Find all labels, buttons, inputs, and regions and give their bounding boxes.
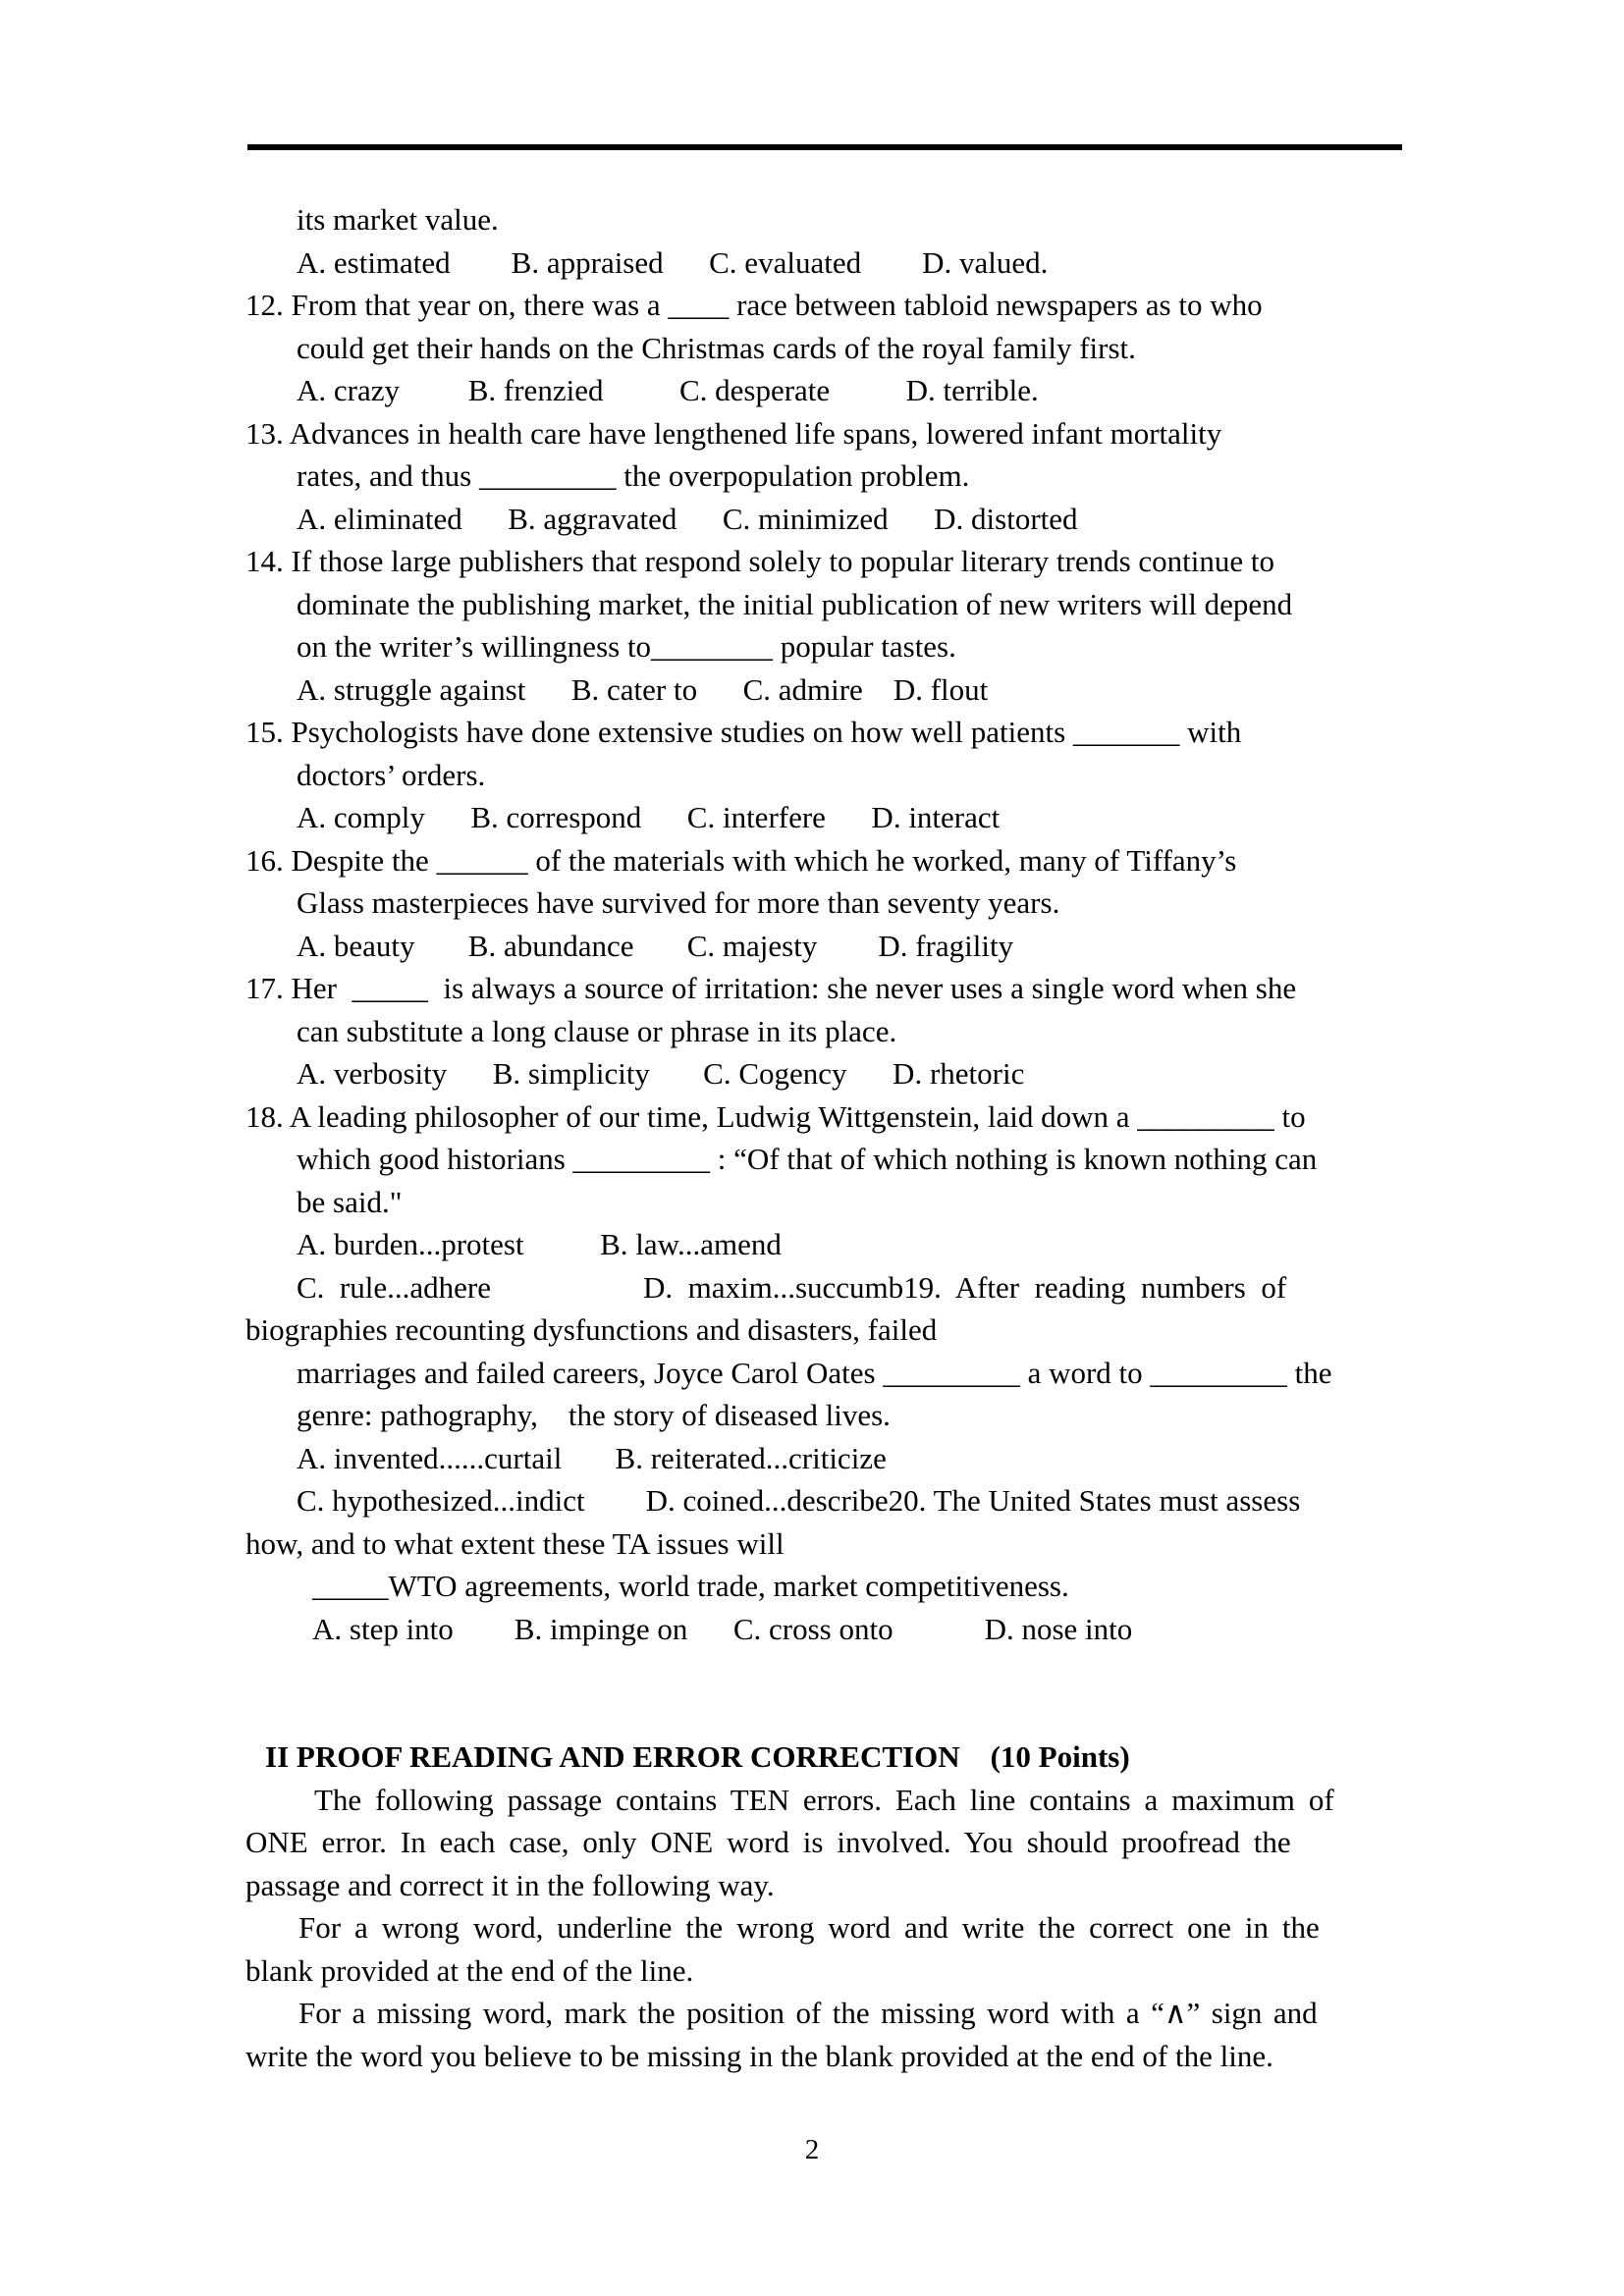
text-line: how, and to what extent these TA issues will <box>245 1525 785 1561</box>
text-line: doctors’ orders. <box>297 757 486 792</box>
text-line: genre: pathography, the story of diseased lives. <box>297 1398 891 1432</box>
text-line: write the word you believe to be missing in the blank provided at the end of the line. <box>245 2038 1273 2073</box>
text-line: its market value. <box>297 202 499 237</box>
text-line: dominate the publishing market, the initial publication of new writers will depend <box>297 586 1293 621</box>
text-line: A. verbosity B. simplicity C. Cogency D. rhetoric <box>297 1056 1025 1091</box>
text-line: could get their hands on the Christmas cards of the royal family first. <box>297 330 1136 365</box>
text-line: rates, and thus _________ the overpopulation problem. <box>297 458 970 493</box>
text-line: A. beauty B. abundance C. majesty D. fragility <box>297 928 1014 963</box>
text-line: The following passage contains TEN errors. Each line contains a maximum of <box>314 1782 1334 1817</box>
header-rule <box>247 144 1402 150</box>
text-line: 15. Psychologists have done extensive studies on how well patients _______ with <box>245 715 1242 749</box>
text-line: which good historians _________ : “Of that of which nothing is known nothing can <box>297 1142 1318 1176</box>
text-line: passage and correct it in the following way. <box>245 1867 775 1902</box>
text-line: can substitute a long clause or phrase in its place. <box>297 1013 897 1048</box>
text-line: 12. From that year on, there was a ____ race between tabloid newspapers as to who <box>245 288 1263 322</box>
text-line: A. step into B. impinge on C. cross onto D. nose into <box>312 1611 1133 1646</box>
text-line: A. burden...protest B. law...amend <box>297 1227 782 1261</box>
text-line: 16. Despite the ______ of the materials with which he worked, many of Tiffany’s <box>245 842 1237 878</box>
text-line: biographies recounting dysfunctions and disasters, failed <box>245 1312 938 1347</box>
text-line <box>245 1650 1394 1693</box>
text-line: Glass masterpieces have survived for more than seventy years. <box>297 885 1060 920</box>
text-line: For a missing word, mark the position of the missing word with a “∧” sign and <box>298 1996 1318 2030</box>
text-line: 18. A leading philosopher of our time, Ludwig Wittgenstein, laid down a _________ to <box>245 1098 1306 1134</box>
document-body <box>245 198 1394 2077</box>
text-line: 17. Her _____ is always a source of irritation: she never uses a single word when she <box>245 971 1297 1005</box>
text-line: on the writer’s willingness to________ popular tastes. <box>297 629 956 664</box>
text-line: be said." <box>297 1184 403 1219</box>
text-line: C. rule...adhere D. maxim...succumb19. After reading numbers of <box>297 1269 1287 1305</box>
text-line: blank provided at the end of the line. <box>245 1952 694 1988</box>
text-line: A. crazy B. frenzied C. desperate D. terrible. <box>297 373 1039 407</box>
text-line: ONE error. In each case, only ONE word is involved. You should proofread the <box>245 1825 1291 1859</box>
section-heading: II PROOF READING AND ERROR CORRECTION (10 Points) <box>265 1739 1130 1774</box>
text-line: marriages and failed careers, Joyce Carol Oates _________ a word to _________ the <box>297 1355 1332 1390</box>
text-line: A. eliminated B. aggravated C. minimized D. distorted <box>297 501 1078 536</box>
text-line: A. invented......curtail B. reiterated...criticize <box>297 1440 887 1475</box>
text-line: _____WTO agreements, world trade, market competitiveness. <box>312 1569 1069 1603</box>
text-line: A. estimated B. appraised C. evaluated D. valued. <box>297 244 1049 280</box>
text-line: 14. If those large publishers that respond solely to popular literary trends continue to <box>245 544 1275 578</box>
text-line: C. hypothesized...indict D. coined...describe20. The United States must assess <box>297 1483 1301 1518</box>
text-line: A. struggle against B. cater to C. admire D. flout <box>297 671 989 707</box>
text-line: 13. Advances in health care have lengthened life spans, lowered infant mortality <box>245 415 1222 451</box>
page-number: 2 <box>804 2134 820 2165</box>
text-line: For a wrong word, underline the wrong word and write the correct one in the <box>298 1910 1320 1945</box>
text-line <box>245 1693 1394 1736</box>
text-line: A. comply B. correspond C. interfere D. interact <box>297 800 1001 834</box>
